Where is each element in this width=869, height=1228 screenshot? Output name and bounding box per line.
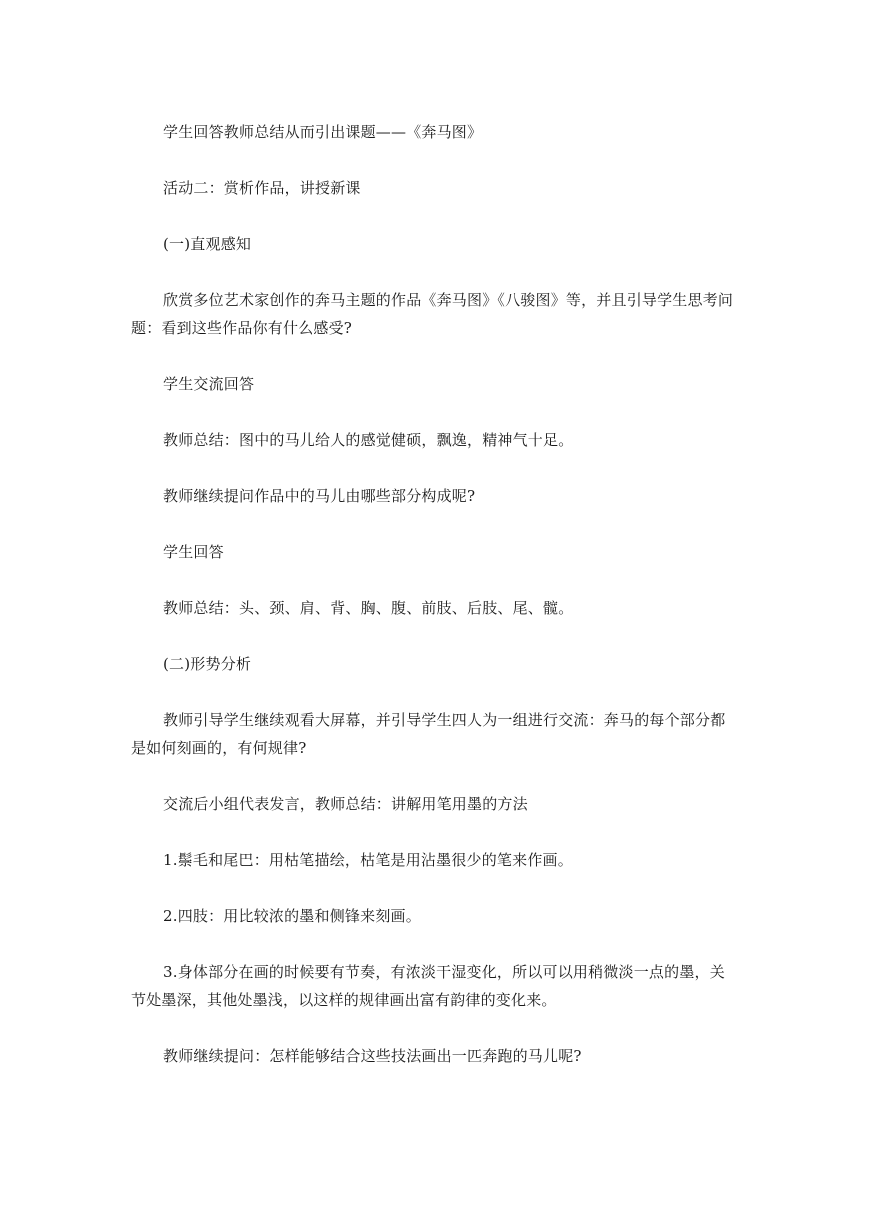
document-body bbox=[131, 118, 739, 1070]
paragraph-intro: 学生回答教师总结从而引出课题——《奔马图》 bbox=[163, 123, 483, 141]
paragraph-student-answer: 学生回答 bbox=[163, 543, 224, 561]
paragraph-teacher-summary-2: 教师总结：头、颈、肩、背、胸、腹、前肢、后肢、尾、髋。 bbox=[163, 599, 574, 617]
paragraph-teacher-question-1: 教师继续提问作品中的马儿由哪些部分构成呢? bbox=[163, 487, 476, 505]
paragraph-student-discussion: 学生交流回答 bbox=[163, 375, 255, 393]
list-item-mane-tail: 1.鬃毛和尾巴：用枯笔描绘，枯笔是用沾墨很少的笔来作画。 bbox=[163, 851, 573, 869]
paragraph-teacher-question-2: 教师继续提问：怎样能够结合这些技法画出一匹奔跑的马儿呢? bbox=[163, 1047, 582, 1065]
paragraph-group-report: 交流后小组代表发言，教师总结：讲解用笔用墨的方法 bbox=[163, 795, 528, 813]
paragraph-activity-two: 活动二：赏析作品，讲授新课 bbox=[163, 179, 361, 197]
section-heading-analysis: (二)形势分析 bbox=[163, 655, 252, 673]
paragraph-group-discussion: 教师引导学生继续观看大屏幕，并引导学生四人为一组进行交流：奔马的每个部分都是如何刻画的，有何规律? bbox=[131, 711, 726, 757]
paragraph-appreciation: 欣赏多位艺术家创作的奔马主题的作品《奔马图》《八骏图》等，并且引导学生思考问题：看到这些作品你有什么感受? bbox=[131, 291, 734, 337]
list-item-limbs: 2.四肢：用比较浓的墨和侧锋来刻画。 bbox=[163, 907, 421, 925]
list-item-body: 3.身体部分在画的时候要有节奏，有浓淡干湿变化，所以可以用稍微淡一点的墨，关节处墨深，其他处墨浅，以这样的规律画出富有韵律的变化来。 bbox=[131, 963, 725, 1009]
section-heading-perception: (一)直观感知 bbox=[163, 235, 252, 253]
paragraph-teacher-summary-1: 教师总结：图中的马儿给人的感觉健硕，飘逸，精神气十足。 bbox=[163, 431, 574, 449]
